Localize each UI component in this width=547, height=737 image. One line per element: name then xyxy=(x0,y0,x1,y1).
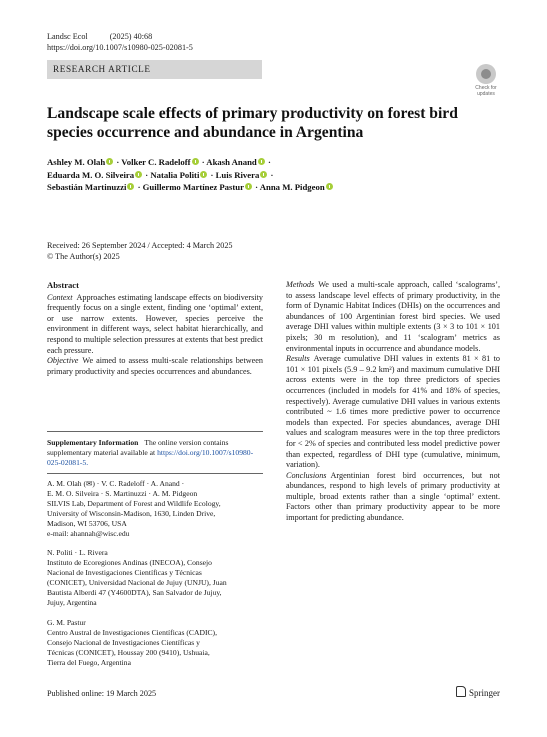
supplementary-info xyxy=(47,438,263,468)
affiliation-line: Madison, WI 53706, USA xyxy=(47,518,127,528)
abstract-methods xyxy=(286,280,500,354)
author-list: Ashley M. Olah · Volker C. Radeloff · Akash Anand · Eduarda M. O. Silveira · Natalia Politi · Luis Rivera · Sebastián Martinuzzi · Guillermo Martínez Pastur · Anna M. Pidgeon xyxy=(47,156,487,194)
orcid-icon[interactable] xyxy=(135,171,142,178)
check-for-updates-button[interactable] xyxy=(470,64,502,97)
author-name[interactable]: Sebastián Martinuzzi xyxy=(47,182,127,193)
author-name[interactable]: Eduarda M. O. Silveira xyxy=(47,169,135,180)
author-name[interactable]: Guillermo Martínez Pastur xyxy=(142,182,244,193)
abstract-heading: Abstract xyxy=(47,280,79,290)
abstract-results xyxy=(286,354,500,471)
results-label: Results xyxy=(286,354,310,364)
affiliation-email[interactable]: e-mail: ahannah@wisc.edu xyxy=(47,528,130,538)
author-name[interactable]: Akash Anand xyxy=(206,157,257,167)
orcid-icon[interactable] xyxy=(245,183,252,190)
affiliation-block-2 xyxy=(47,548,263,607)
abstract-context xyxy=(47,293,263,357)
author-name[interactable]: Natalia Politi xyxy=(150,169,200,180)
check-updates-line2: updates xyxy=(477,91,495,97)
article-title: Landscape scale effects of primary productivity on forest bird species occurrence and abundance in Argentina xyxy=(47,105,458,141)
conclusions-text: Argentinian forest bird occurrences, but not abundances, respond to high levels of primary productivity at multiple, broad extents rather than a single ‘optimal’ extent. Factors other than primary productivity appear to be more important for predicting abundance. xyxy=(286,470,500,523)
affiliation-block-3 xyxy=(47,618,263,668)
copyright-line: © The Author(s) 2025 xyxy=(47,251,120,261)
journal-header xyxy=(47,31,193,53)
abstract-right-column xyxy=(286,280,500,524)
orcid-icon[interactable] xyxy=(192,158,199,165)
affiliation-line: Nacional de Investigaciones Científicas y Técnicas xyxy=(47,567,202,577)
check-updates-line1: Check for xyxy=(475,85,497,91)
affiliation-line: G. M. Pastur xyxy=(47,618,86,627)
article-dates xyxy=(47,241,233,262)
supplementary-label: Supplementary Information xyxy=(47,438,139,447)
methods-text: We used a multi-scale approach, called ‘scalograms’, to assess landscape level effects of primary productivity, in the form of Dynamic Habitat Indices (DHIs) on the occurrences and abundances of 100 Argentinian forest bird species. We used average DHI values within multiple extents (3 × 3 to 101 × 101 pixels; 30 m resolution), and 11 ‘scalogram’ metrics as environmental inputs in occurrence and abundance models. xyxy=(286,280,500,353)
journal-name: Landsc Ecol xyxy=(47,32,88,41)
orcid-icon[interactable] xyxy=(106,158,113,165)
affiliation-line: Centro Austral de Investigaciones Científicas (CADIC), xyxy=(47,627,217,637)
publisher-name: Springer xyxy=(469,688,500,698)
author-name[interactable]: Luis Rivera xyxy=(215,169,260,180)
affiliation-line: N. Politi · L. Rivera xyxy=(47,548,108,557)
abstract-conclusions xyxy=(286,471,500,524)
doi-link[interactable]: https://doi.org/10.1007/s10980-025-02081-5 xyxy=(47,43,193,52)
affiliation-line: Instituto de Ecoregiones Andinas (INECOA), Consejo xyxy=(47,557,212,567)
affiliation-line: Jujuy, Argentina xyxy=(47,597,97,607)
affiliation-line: Bautista Alberdi 47 (Y4600DTA), San Salvador de Jujuy, xyxy=(47,587,222,597)
affiliation-divider xyxy=(47,473,263,474)
publisher-logo xyxy=(456,686,500,698)
conclusions-label: Conclusions xyxy=(286,470,327,480)
author-name[interactable]: Anna M. Pidgeon xyxy=(259,182,325,193)
affiliation-line: Tierra del Fuego, Argentina xyxy=(47,657,131,667)
objective-label: Objective xyxy=(47,356,79,366)
abstract-left-column xyxy=(47,280,263,377)
affiliation-line: Consejo Nacional de Investigaciones Científicas y xyxy=(47,637,200,647)
results-text: Average cumulative DHI values in extents 81 × 81 to 101 × 101 pixels (5.9 – 9.2 km²) and maximum cumulative DHI across extents were in the top three predictors of species occurrences (included in models for 41% and 18% of species, respectively). Average cumulative DHI values in various extents contributed ~ 1.6 times more predictive power to occurrence models than expected. For species abundances, average DHI values and scalogram measures were in the top three predictors for < 2% of species and contributed less model predictive power than expected, regardless of DHI type (cumulative, minimum, variation). xyxy=(286,354,500,470)
abstract-objective xyxy=(47,356,263,377)
affiliation-line: E. M. O. Silveira · S. Martinuzzi · A. M. Pidgeon xyxy=(47,488,198,498)
orcid-icon[interactable] xyxy=(200,171,207,178)
affiliation-block-1 xyxy=(47,479,263,538)
article-type-banner: RESEARCH ARTICLE xyxy=(47,60,262,79)
affiliation-line: Técnicas (CONICET), Houssay 200 (9410), Ushuaia, xyxy=(47,647,210,657)
author-name[interactable]: Volker C. Radeloff xyxy=(121,157,191,167)
check-updates-label xyxy=(470,85,502,97)
affiliation-line: University of Wisconsin-Madison, 1630, Linden Drive, xyxy=(47,508,216,518)
springer-horse-icon xyxy=(456,686,466,697)
check-updates-icon xyxy=(476,64,496,84)
received-accepted-dates: Received: 26 September 2024 / Accepted: 4 March 2025 xyxy=(47,241,233,250)
affiliation-line: (CONICET), Universidad Nacional de Jujuy (UNJU), Juan xyxy=(47,577,227,587)
affiliation-line: A. M. Olah (✉) · V. C. Radeloff · A. Anand · xyxy=(47,479,185,488)
context-label: Context xyxy=(47,292,73,302)
author-name[interactable]: Ashley M. Olah xyxy=(47,157,106,167)
context-text: Approaches estimating landscape effects on biodiversity frequently focus on a single extent, finding one ‘optimal’ extent, or use narrow extents. However, species perceive the environment in different ways, select habitat hierarchically, and respond to multiple selection pressures at extents that best predict each pressure. xyxy=(47,292,263,355)
supplementary-text: The online version contains supplementary material available at xyxy=(47,438,229,457)
orcid-icon[interactable] xyxy=(127,183,134,190)
orcid-icon[interactable] xyxy=(258,158,265,165)
orcid-icon[interactable] xyxy=(260,171,267,178)
supplementary-link[interactable]: https://doi.org/10.1007/s10980-025-02081-5. xyxy=(47,448,254,467)
published-date: Published online: 19 March 2025 xyxy=(47,689,157,698)
footnote-divider xyxy=(47,431,263,432)
orcid-icon[interactable] xyxy=(326,183,333,190)
methods-label: Methods xyxy=(286,280,315,289)
objective-text: We aimed to assess multi-scale relationships between primary productivity and species occurrences and abundances. xyxy=(47,356,263,376)
affiliation-line: SILVIS Lab, Department of Forest and Wildlife Ecology, xyxy=(47,498,221,508)
journal-citation: (2025) 40:68 xyxy=(109,32,153,41)
